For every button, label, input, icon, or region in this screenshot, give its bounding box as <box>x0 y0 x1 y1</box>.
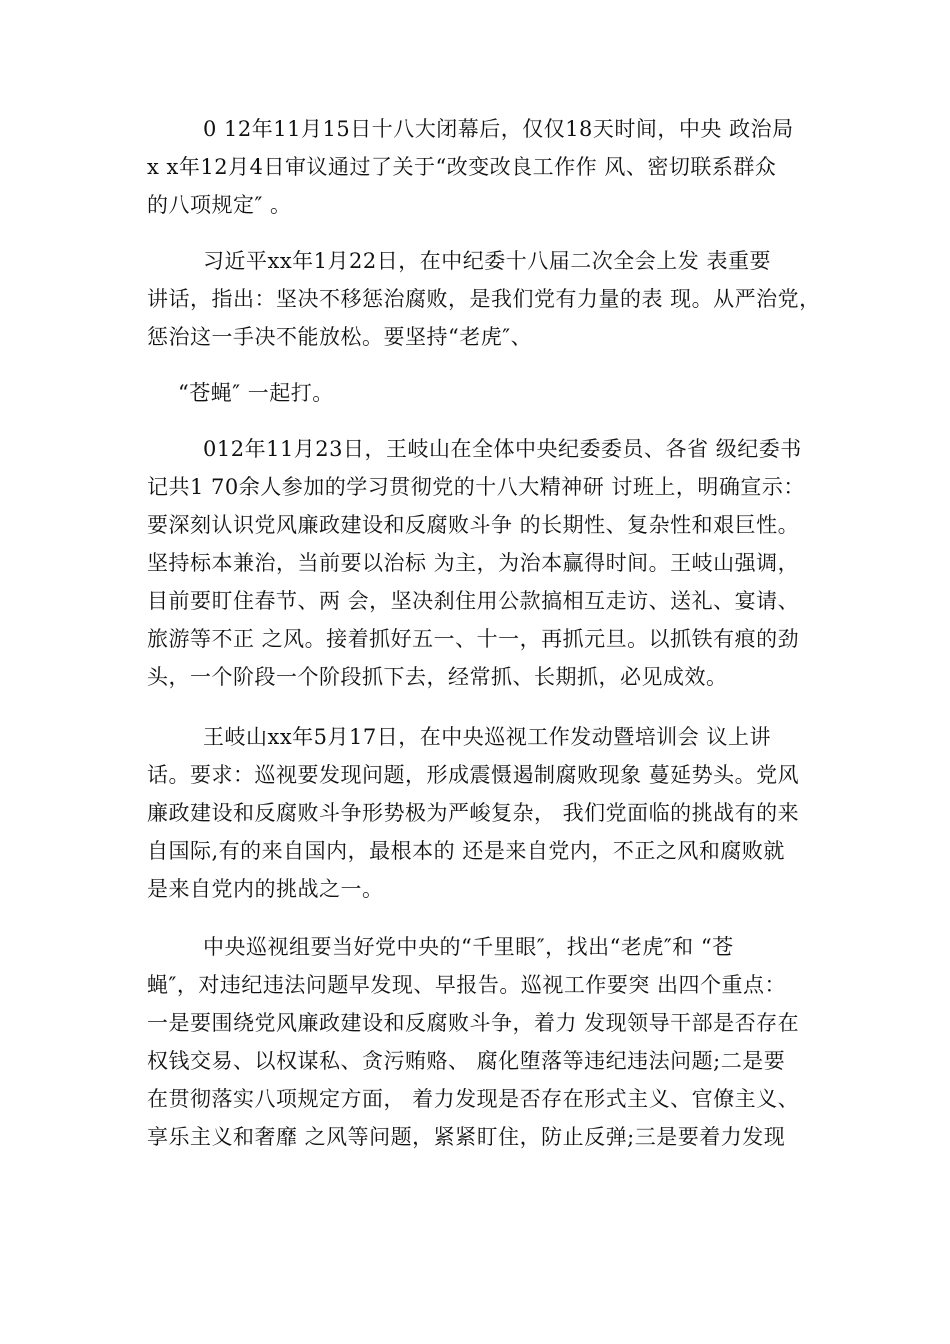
text-line: 权钱交易、以权谋私、贪污贿赂、 腐化堕落等违纪违法问题;二是要 <box>147 1049 786 1073</box>
text-line: 记共1 70余人参加的学习贯彻党的十八大精神研 讨班上，明确宣示： <box>147 475 805 499</box>
text-line: 讲话，指出：坚决不移惩治腐败，是我们党有力量的表 现。从严治党， <box>147 287 821 311</box>
text-line: 012年11月23日，王岐山在全体中央纪委委员、各省 级纪委书 <box>203 437 802 461</box>
text-line: 头，一个阶段一个阶段抓下去，经常抓、长期抓，必见成效。 <box>147 665 728 689</box>
text-line: 享乐主义和奢靡 之风等问题，紧紧盯住，防止反弹;三是要着力发现 <box>147 1125 786 1149</box>
text-line: x x年12月4日审议通过了关于“改变改良工作作 风、密切联系群众 <box>147 155 777 179</box>
text-line: 要深刻认识党风廉政建设和反腐败斗争 的长期性、复杂性和艰巨性。 <box>147 513 800 537</box>
text-line: 习近平xx年1月22日，在中纪委十八届二次全会上发 表重要 <box>203 249 771 273</box>
text-line: “苍蝇″ 一起打。 <box>178 381 334 405</box>
text-line: 惩治这一手决不能放松。要坚持“老虎″、 <box>147 325 533 349</box>
text-line: 0 12年11月15日十八大闭幕后，仅仅18天时间，中央 政治局 <box>203 117 794 141</box>
text-line: 坚持标本兼治，当前要以治标 为主，为治本赢得时间。王岐山强调， <box>147 551 800 575</box>
text-line: 话。要求：巡视要发现问题，形成震慑遏制腐败现象 蔓延势头。党风 <box>147 763 800 787</box>
text-line: 蝇″，对违纪违法问题早发现、早报告。巡视工作要突 出四个重点： <box>147 973 787 997</box>
text-line: 在贯彻落实八项规定方面， 着力发现是否存在形式主义、官僚主义、 <box>147 1087 800 1111</box>
text-line: 旅游等不正 之风。接着抓好五一、十一，再抓元旦。以抓铁有痕的劲 <box>147 627 800 651</box>
text-line: 一是要围绕党风廉政建设和反腐败斗争，着力 发现领导干部是否存在 <box>147 1011 800 1035</box>
text-line: 自国际,有的来自国内，最根本的 还是来自党内，不正之风和腐败就 <box>147 839 785 863</box>
text-line: 中央巡视组要当好党中央的“千里眼″，找出“老虎″和 “苍 <box>203 935 734 959</box>
text-line: 廉政建设和反腐败斗争形势极为严峻复杂， 我们党面临的挑战有的来 <box>147 801 800 825</box>
text-line: 的八项规定″ 。 <box>147 193 292 217</box>
text-line: 王岐山xx年5月17日，在中央巡视工作发动暨培训会 议上讲 <box>203 725 771 749</box>
text-line: 目前要盯住春节、两 会，坚决刹住用公款搞相互走访、送礼、宴请、 <box>147 589 800 613</box>
text-line: 是来自党内的挑战之一。 <box>147 877 384 901</box>
